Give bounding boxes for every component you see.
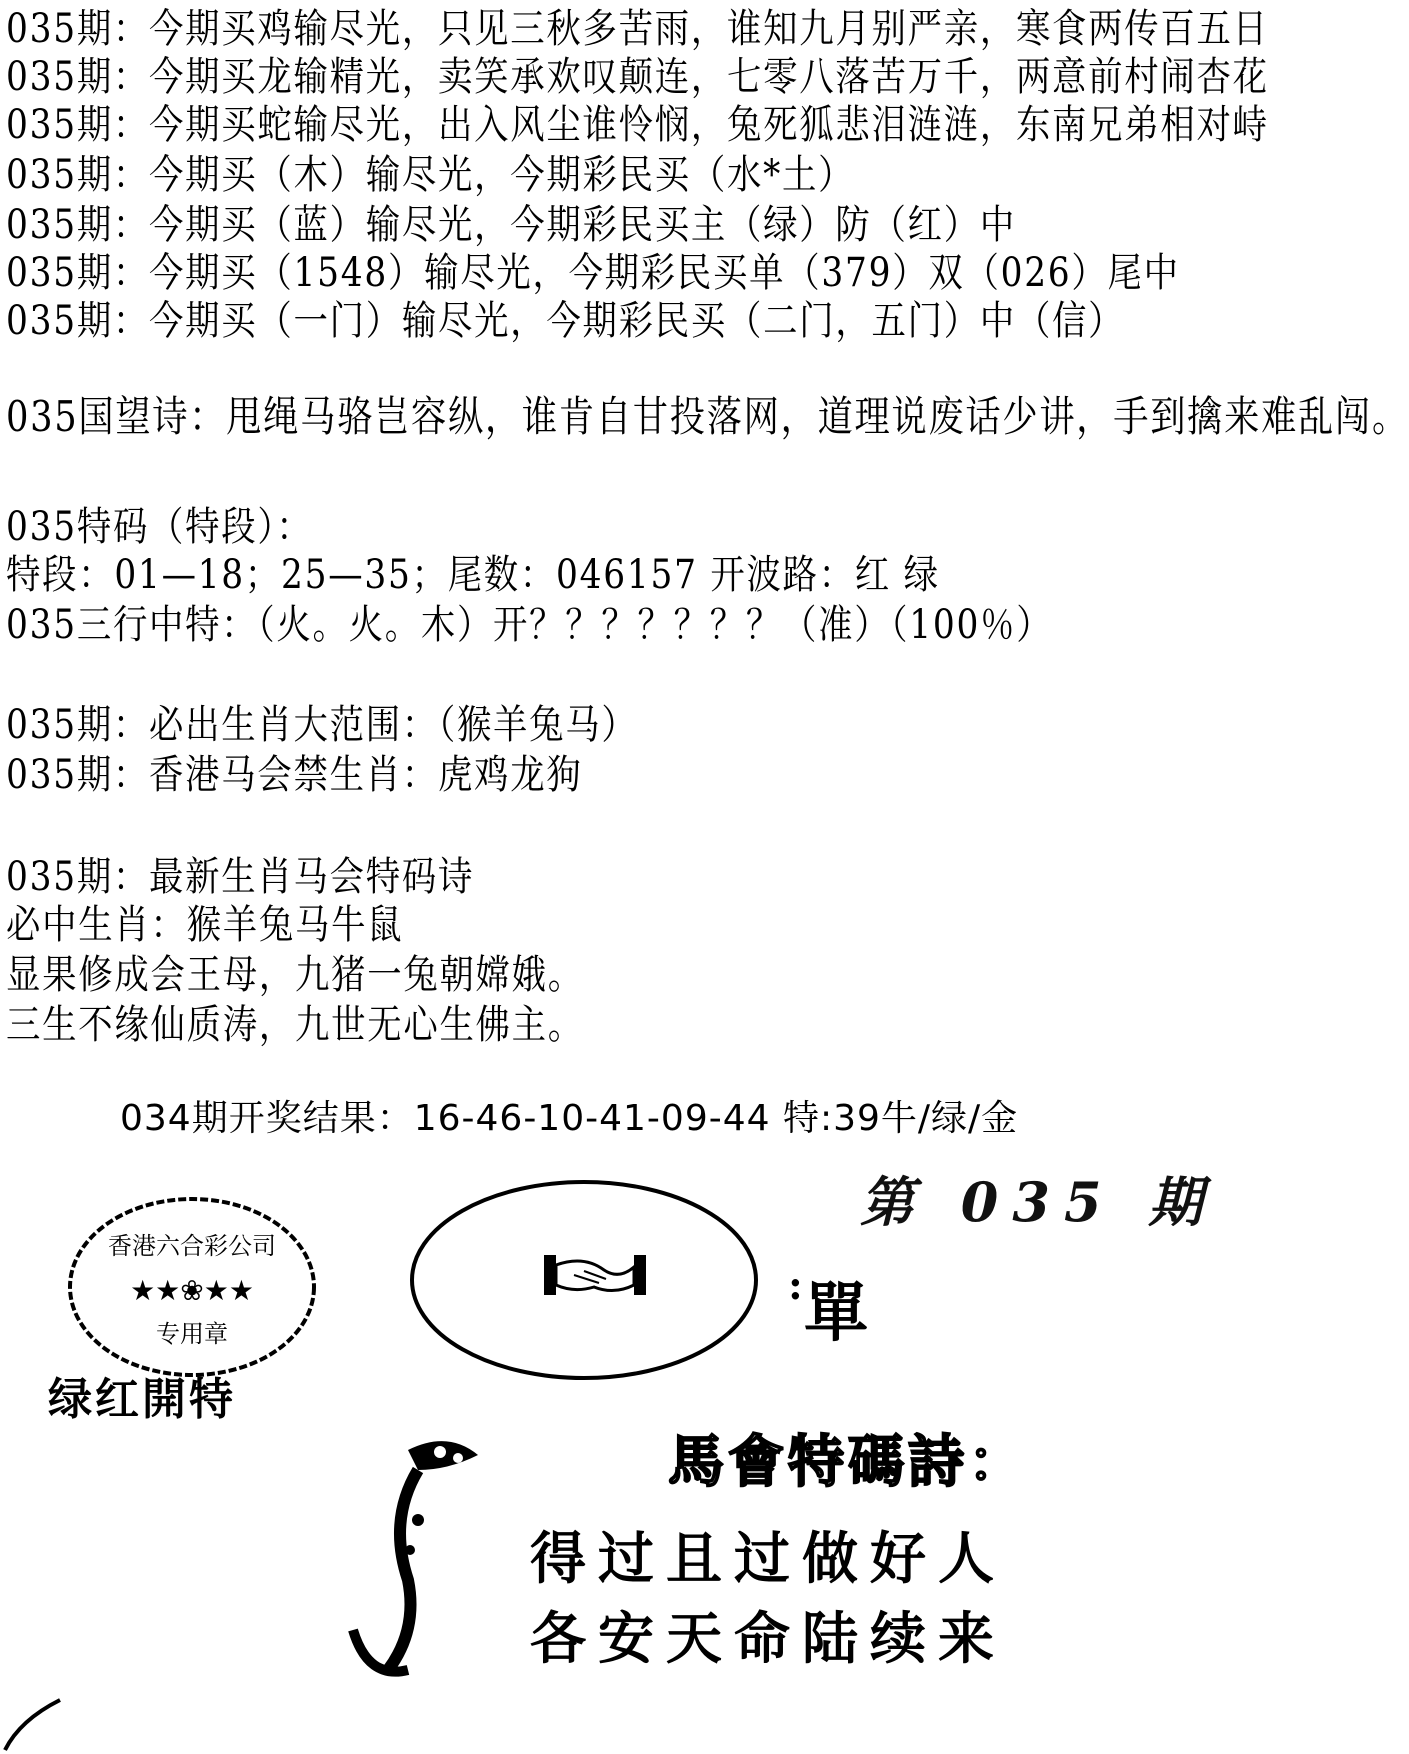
handshake-stamp-icon bbox=[404, 1175, 784, 1385]
verse-2: 三生不缘仙质涛，九世无心生佛主。 bbox=[6, 1002, 584, 1048]
corner-scribble-icon bbox=[0, 1690, 80, 1754]
oval-stamp-icon bbox=[62, 1192, 332, 1382]
prediction-line-6: 035期：今期买（1548）输尽光，今期彩民买单（379）双（026）尾中 bbox=[6, 250, 1180, 296]
single-label: 單 bbox=[804, 1276, 868, 1351]
green-red-label: 绿红開特 bbox=[48, 1374, 236, 1425]
stamp-company: 香港六合彩公司 bbox=[108, 1232, 276, 1260]
three-elements: 035三行中特：（火。火。木）开？？？？？？？（准）（100％） bbox=[6, 602, 1053, 648]
prediction-line-2: 035期：今期买龙输精光，卖笑承欢叹颠连，七零八落苦万千，两意前村闹杏花 bbox=[6, 54, 1269, 100]
issue-label: 第 035 期 bbox=[860, 1170, 1217, 1234]
poem-line-2: 各安天命陆续来 bbox=[530, 1607, 1006, 1672]
poem-title: 馬會特碼詩： bbox=[668, 1430, 1028, 1495]
prediction-line-3: 035期：今期买蛇输尽光，出入风尘谁怜悯，兔死狐悲泪涟涟，东南兄弟相对峙 bbox=[6, 102, 1269, 148]
prediction-line-4: 035期：今期买（木）输尽光，今期彩民买（水*土） bbox=[6, 152, 855, 198]
newest-must: 必中生肖：猴羊兔马牛鼠 bbox=[6, 902, 404, 948]
flower-decoration-icon bbox=[348, 1430, 518, 1690]
zodiac-must: 035期：必出生肖大范围：（猴羊兔马） bbox=[6, 702, 638, 748]
stamp-stars: ★★❀★★ bbox=[130, 1274, 254, 1307]
special-heading: 035特码（特段）： bbox=[6, 504, 313, 550]
newest-title: 035期：最新生肖马会特码诗 bbox=[6, 854, 475, 900]
special-range: 特段：01—18；25—35；尾数：046157 开波路：红 绿 bbox=[6, 552, 940, 598]
national-poem: 035国望诗：甩绳马骆岂容纵，谁肯自甘投落网，道理说废话少讲，手到擒来难乱闯。 bbox=[6, 392, 1409, 441]
stamp-use: 专用章 bbox=[156, 1320, 228, 1348]
verse-1: 显果修成会王母，九猪一兔朝嫦娥。 bbox=[6, 952, 584, 998]
prediction-line-7: 035期：今期买（一门）输尽光，今期彩民买（二门，五门）中（信） bbox=[6, 298, 1125, 344]
zodiac-banned: 035期：香港马会禁生肖：虎鸡龙狗 bbox=[6, 752, 583, 798]
colon-mark: : bbox=[788, 1262, 803, 1309]
prediction-line-5: 035期：今期买（蓝）输尽光，今期彩民买主（绿）防（红）中 bbox=[6, 202, 1016, 248]
poem-line-1: 得过且过做好人 bbox=[530, 1527, 1006, 1592]
draw-result: 034期开奖结果：16-46-10-41-09-44 特:39牛/绿/金 bbox=[120, 1098, 1019, 1139]
prediction-line-1: 035期：今期买鸡输尽光，只见三秋多苦雨，谁知九月别严亲，寒食两传百五日 bbox=[6, 6, 1269, 52]
